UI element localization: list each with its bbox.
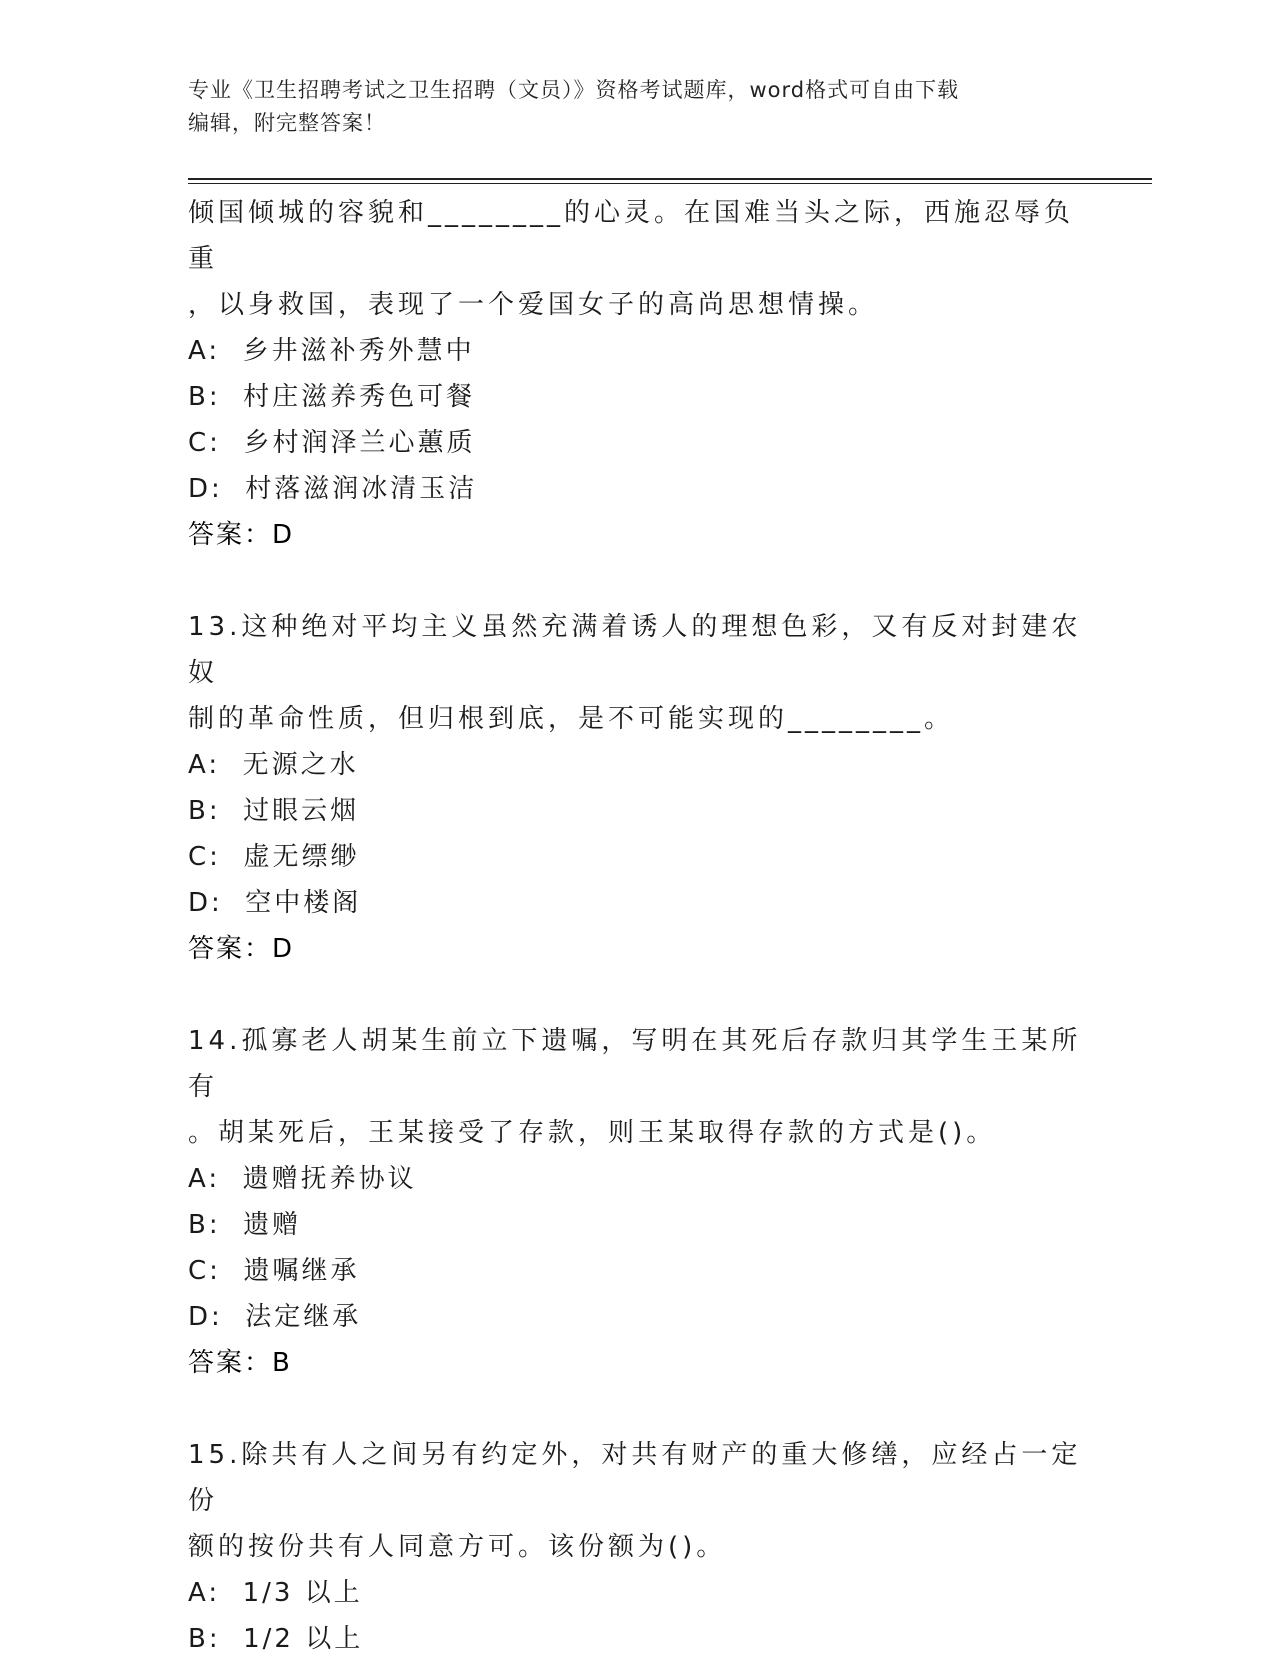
- option-a: A: 乡井滋补秀外慧中: [188, 336, 475, 366]
- question-stem-line: 。胡某死后，王某接受了存款，则王某取得存款的方式是()。: [188, 1118, 997, 1148]
- header-divider-thick: [188, 178, 1152, 180]
- question-block-14: [188, 1018, 1088, 1386]
- question-block-13: [188, 604, 1088, 972]
- option-b: B: 村庄滋养秀色可餐: [188, 382, 476, 412]
- option-c: C: 乡村润泽兰心蕙质: [188, 428, 476, 458]
- option-d: D: 村落滋润冰清玉洁: [188, 474, 478, 504]
- option-a: A: 1/3 以上: [188, 1578, 363, 1608]
- option-b: B: 过眼云烟: [188, 796, 360, 826]
- question-spacer: [188, 558, 1088, 604]
- question-block-15: [188, 1432, 1088, 1662]
- question-stem-line: 额的按份共有人同意方可。该份额为()。: [188, 1532, 727, 1562]
- option-d: D: 法定继承: [188, 1302, 362, 1332]
- option-d: D: 空中楼阁: [188, 888, 362, 918]
- option-c: C: 遗嘱继承: [188, 1256, 360, 1286]
- question-stem-line: 15.除共有人之间另有约定外，对共有财产的重大修缮，应经占一定份: [188, 1440, 1082, 1516]
- header-title-line-1: 专业《卫生招聘考试之卫生招聘（文员）》资格考试题库，word格式可自由下载: [188, 78, 960, 102]
- header-title-line-2: 编辑，附完整答案！: [188, 111, 386, 135]
- option-c: C: 虚无缥缈: [188, 842, 360, 872]
- question-spacer: [188, 972, 1088, 1018]
- question-stem-line: 倾国倾城的容貌和________的心灵。在国难当头之际，西施忍辱负重: [188, 198, 1075, 274]
- question-spacer: [188, 1386, 1088, 1432]
- option-b: B: 1/2 以上: [188, 1624, 364, 1654]
- header-divider-thin: [188, 183, 1152, 184]
- question-stem-line: ，以身救国，表现了一个爱国女子的高尚思想情操。: [188, 290, 879, 320]
- question-stem-line: 制的革命性质，但归根到底，是不可能实现的________。: [188, 704, 955, 734]
- option-b: B: 遗赠: [188, 1210, 302, 1240]
- question-block-12: [188, 190, 1088, 558]
- answer-line: 答案：D: [188, 520, 295, 550]
- option-a: A: 无源之水: [188, 750, 359, 780]
- document-header: [188, 74, 1068, 140]
- answer-line: 答案：D: [188, 934, 295, 964]
- answer-line: 答案：B: [188, 1348, 292, 1378]
- question-stem-line: 13.这种绝对平均主义虽然充满着诱人的理想色彩，又有反对封建农奴: [188, 612, 1082, 688]
- question-stem-line: 14.孤寡老人胡某生前立下遗嘱，写明在其死后存款归其学生王某所有: [188, 1026, 1082, 1102]
- question-list: [188, 190, 1088, 1662]
- option-a: A: 遗赠抚养协议: [188, 1164, 417, 1194]
